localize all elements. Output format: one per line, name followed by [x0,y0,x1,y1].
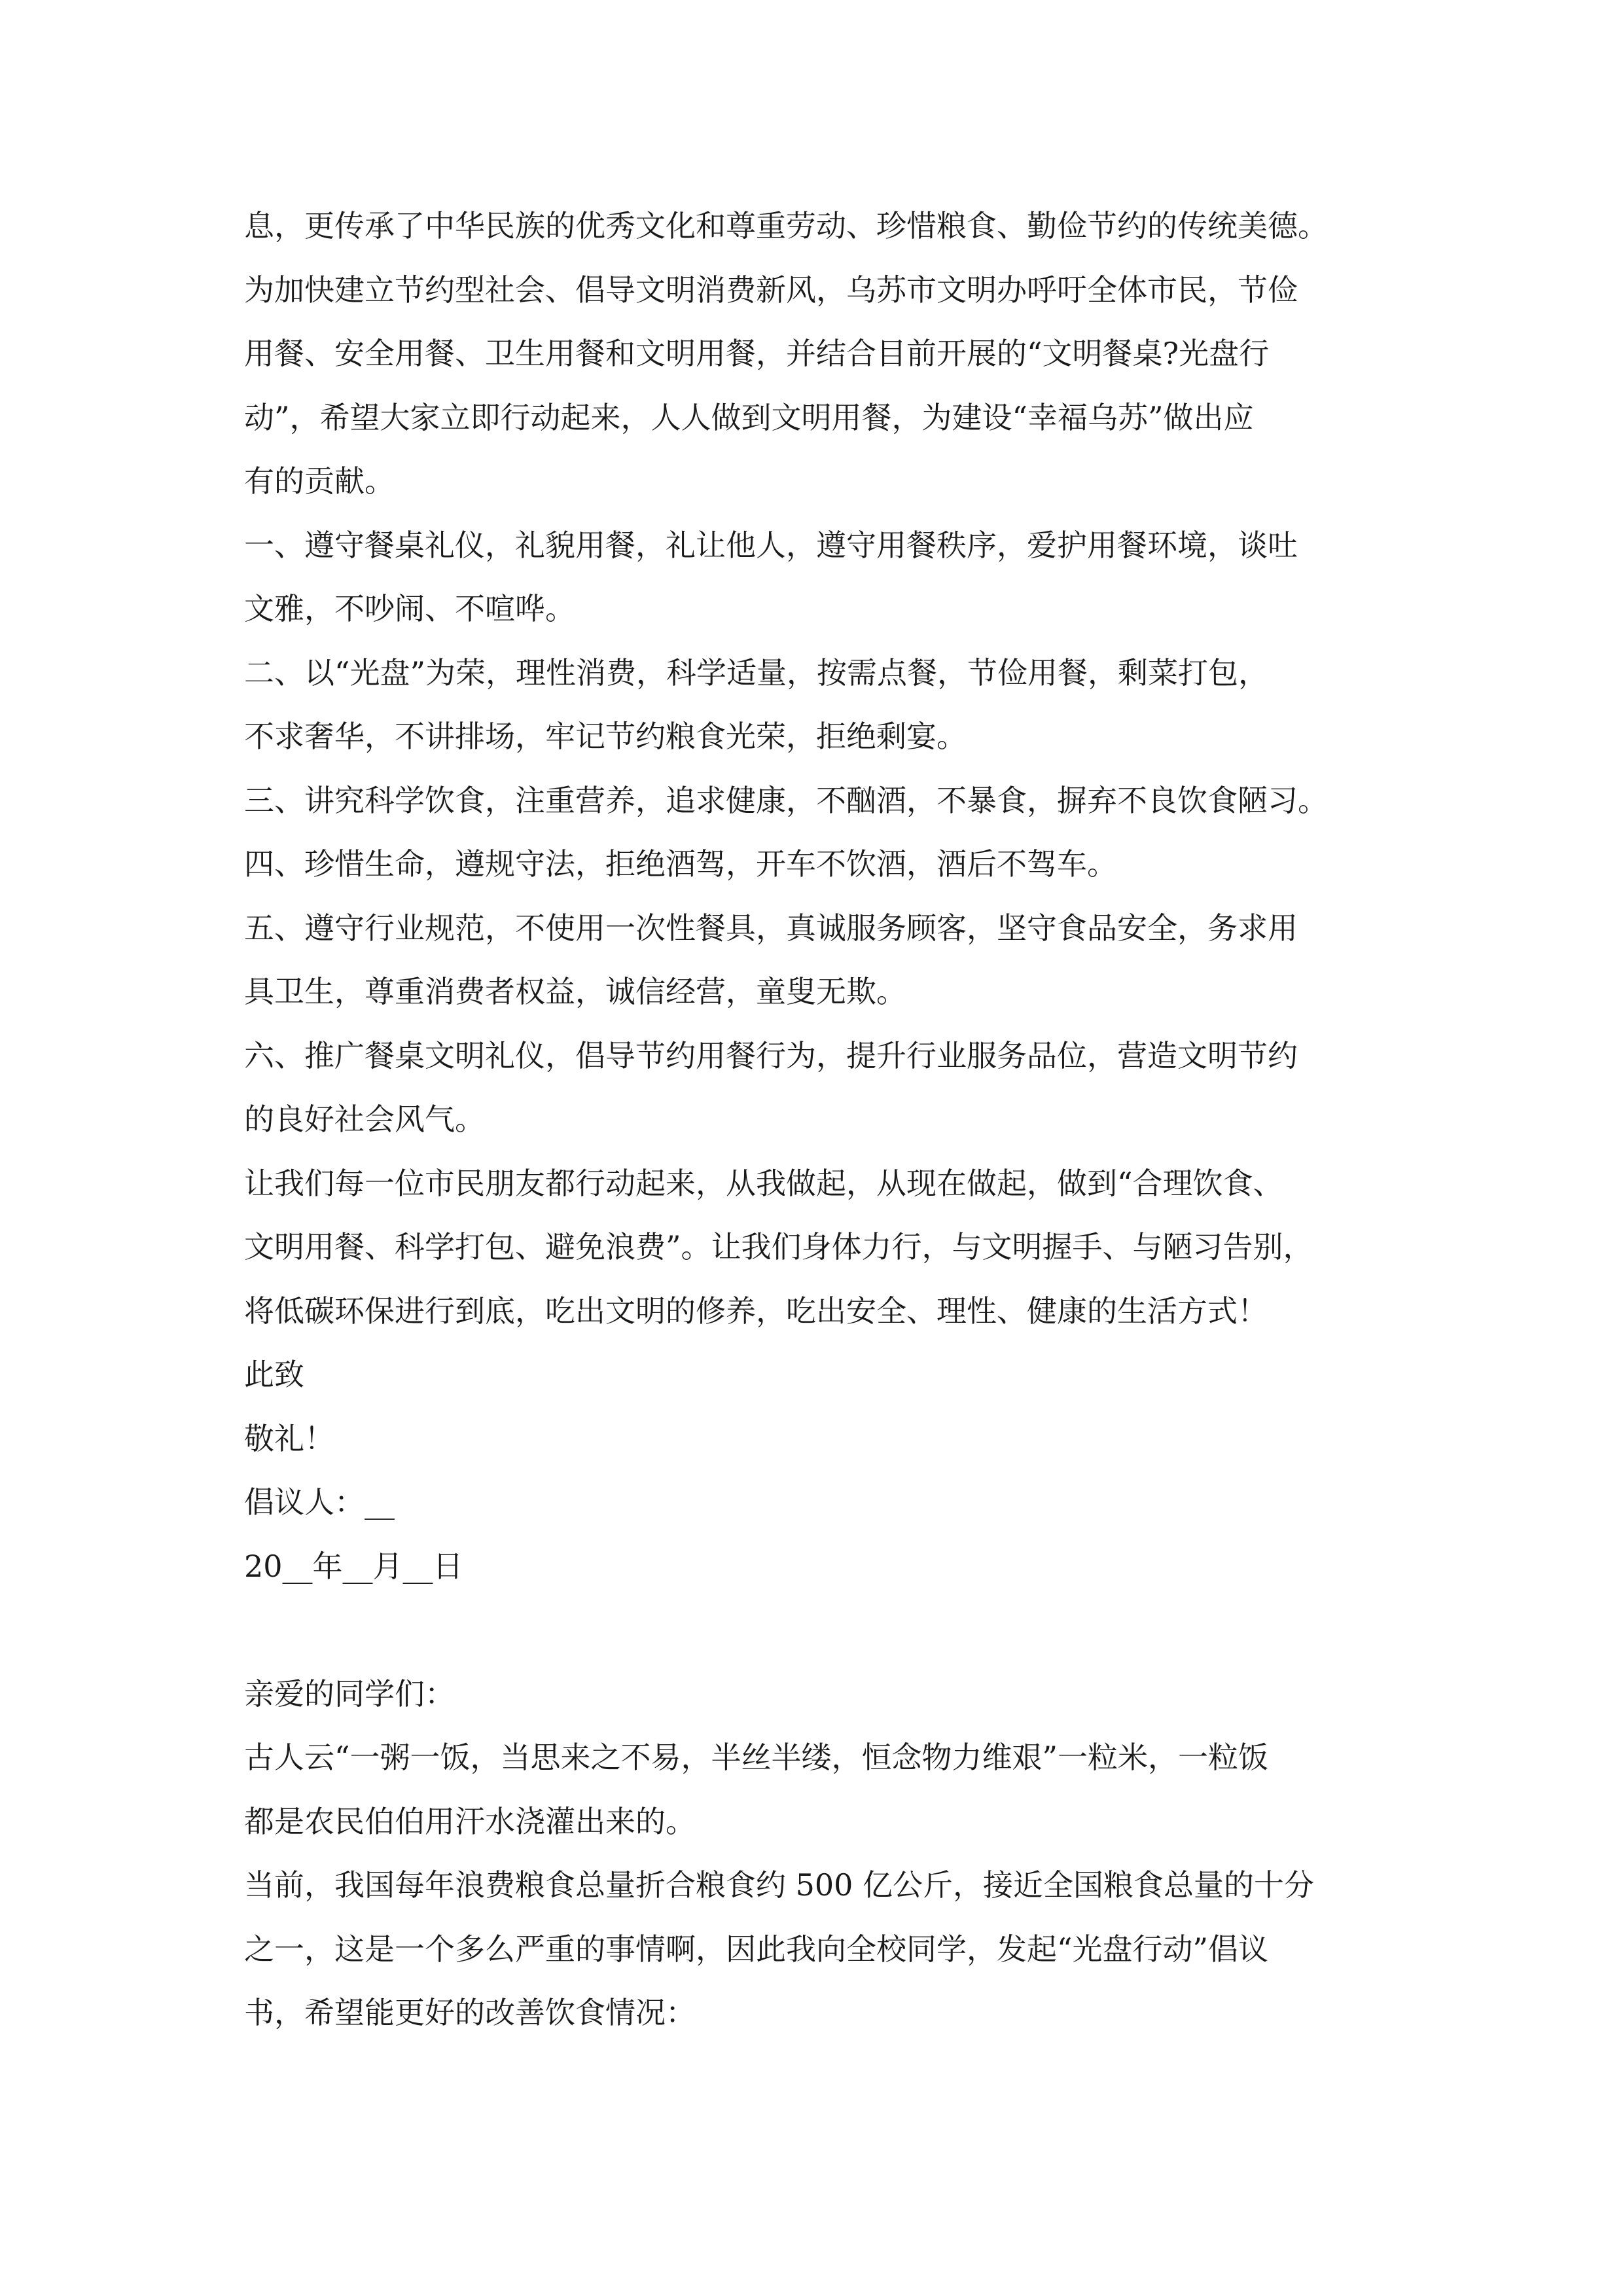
text-line: 之一，这是一个多么严重的事情啊，因此我向全校同学，发起“光盘行动”倡议 [244,1931,1269,1967]
text-line: 具卫生，尊重消费者权益，诚信经营，童叟无欺。 [244,974,906,1009]
text-line: 三、讲究科学饮食，注重营养，追求健康，不酗酒，不暴食，摒弃不良饮食陋习。 [244,782,1328,818]
text-line: 一、遵守餐桌礼仪，礼貌用餐，礼让他人，遵守用餐秩序，爱护用餐环境，谈吐 [244,527,1298,563]
text-line: 用餐、安全用餐、卫生用餐和文明用餐，并结合目前开展的“文明餐桌?光盘行 [244,336,1270,371]
text-line: 息，更传承了中华民族的优秀文化和尊重劳动、珍惜粮食、勤俭节约的传统美德。 [244,208,1328,243]
salute-line: 敬礼！ [244,1420,334,1456]
text-line: 文雅，不吵闹、不喧哗。 [244,591,575,626]
initiator-line: 倡议人：__ [244,1484,395,1520]
text-line: 不求奢华，不讲排场，牢记节约粮食光荣，拒绝剩宴。 [244,719,967,754]
text-line: 都是农民伯伯用汗水浇灌出来的。 [244,1803,696,1839]
text-line: 文明用餐、科学打包、避免浪费”。让我们身体力行，与文明握手、与陋习告别， [244,1229,1313,1265]
text-line: 动”，希望大家立即行动起来，人人做到文明用餐，为建设“幸福乌苏”做出应 [244,399,1254,435]
text-line: 的良好社会风气。 [244,1102,485,1137]
text-line: 为加快建立节约型社会、倡导文明消费新风，乌苏市文明办呼吁全体市民，节俭 [244,272,1298,308]
text-line: 书，希望能更好的改善饮食情况： [244,1995,696,2030]
text-line: 当前，我国每年浪费粮食总量折合粮食约 500 亿公斤，接近全国粮食总量的十分 [244,1867,1315,1903]
text-line: 有的贡献。 [244,463,395,499]
text-line: 五、遵守行业规范，不使用一次性餐具，真诚服务顾客，坚守食品安全，务求用 [244,910,1298,946]
text-line: 二、以“光盘”为荣，理性消费，科学适量，按需点餐，节俭用餐，剩菜打包， [244,655,1269,691]
greeting-line: 亲爱的同学们： [244,1676,455,1712]
text-line: 六、推广餐桌文明礼仪，倡导节约用餐行为，提升行业服务品位，营造文明节约 [244,1037,1298,1073]
closing-line: 此致 [244,1357,304,1392]
text-line: 四、珍惜生命，遵规守法，拒绝酒驾，开车不饮酒，酒后不驾车。 [244,846,1117,882]
text-line: 将低碳环保进行到底，吃出文明的修养，吃出安全、理性、健康的生活方式！ [244,1293,1268,1329]
text-line: 古人云“一粥一饭，当思来之不易，半丝半缕，恒念物力维艰”一粒米，一粒饭 [244,1740,1269,1775]
text-line: 让我们每一位市民朋友都行动起来，从我做起，从现在做起，做到“合理饮食、 [244,1165,1283,1201]
section-gap [244,1598,1422,1662]
date-line: 20__年__月__日 [244,1548,463,1584]
document-body [244,194,1422,2045]
